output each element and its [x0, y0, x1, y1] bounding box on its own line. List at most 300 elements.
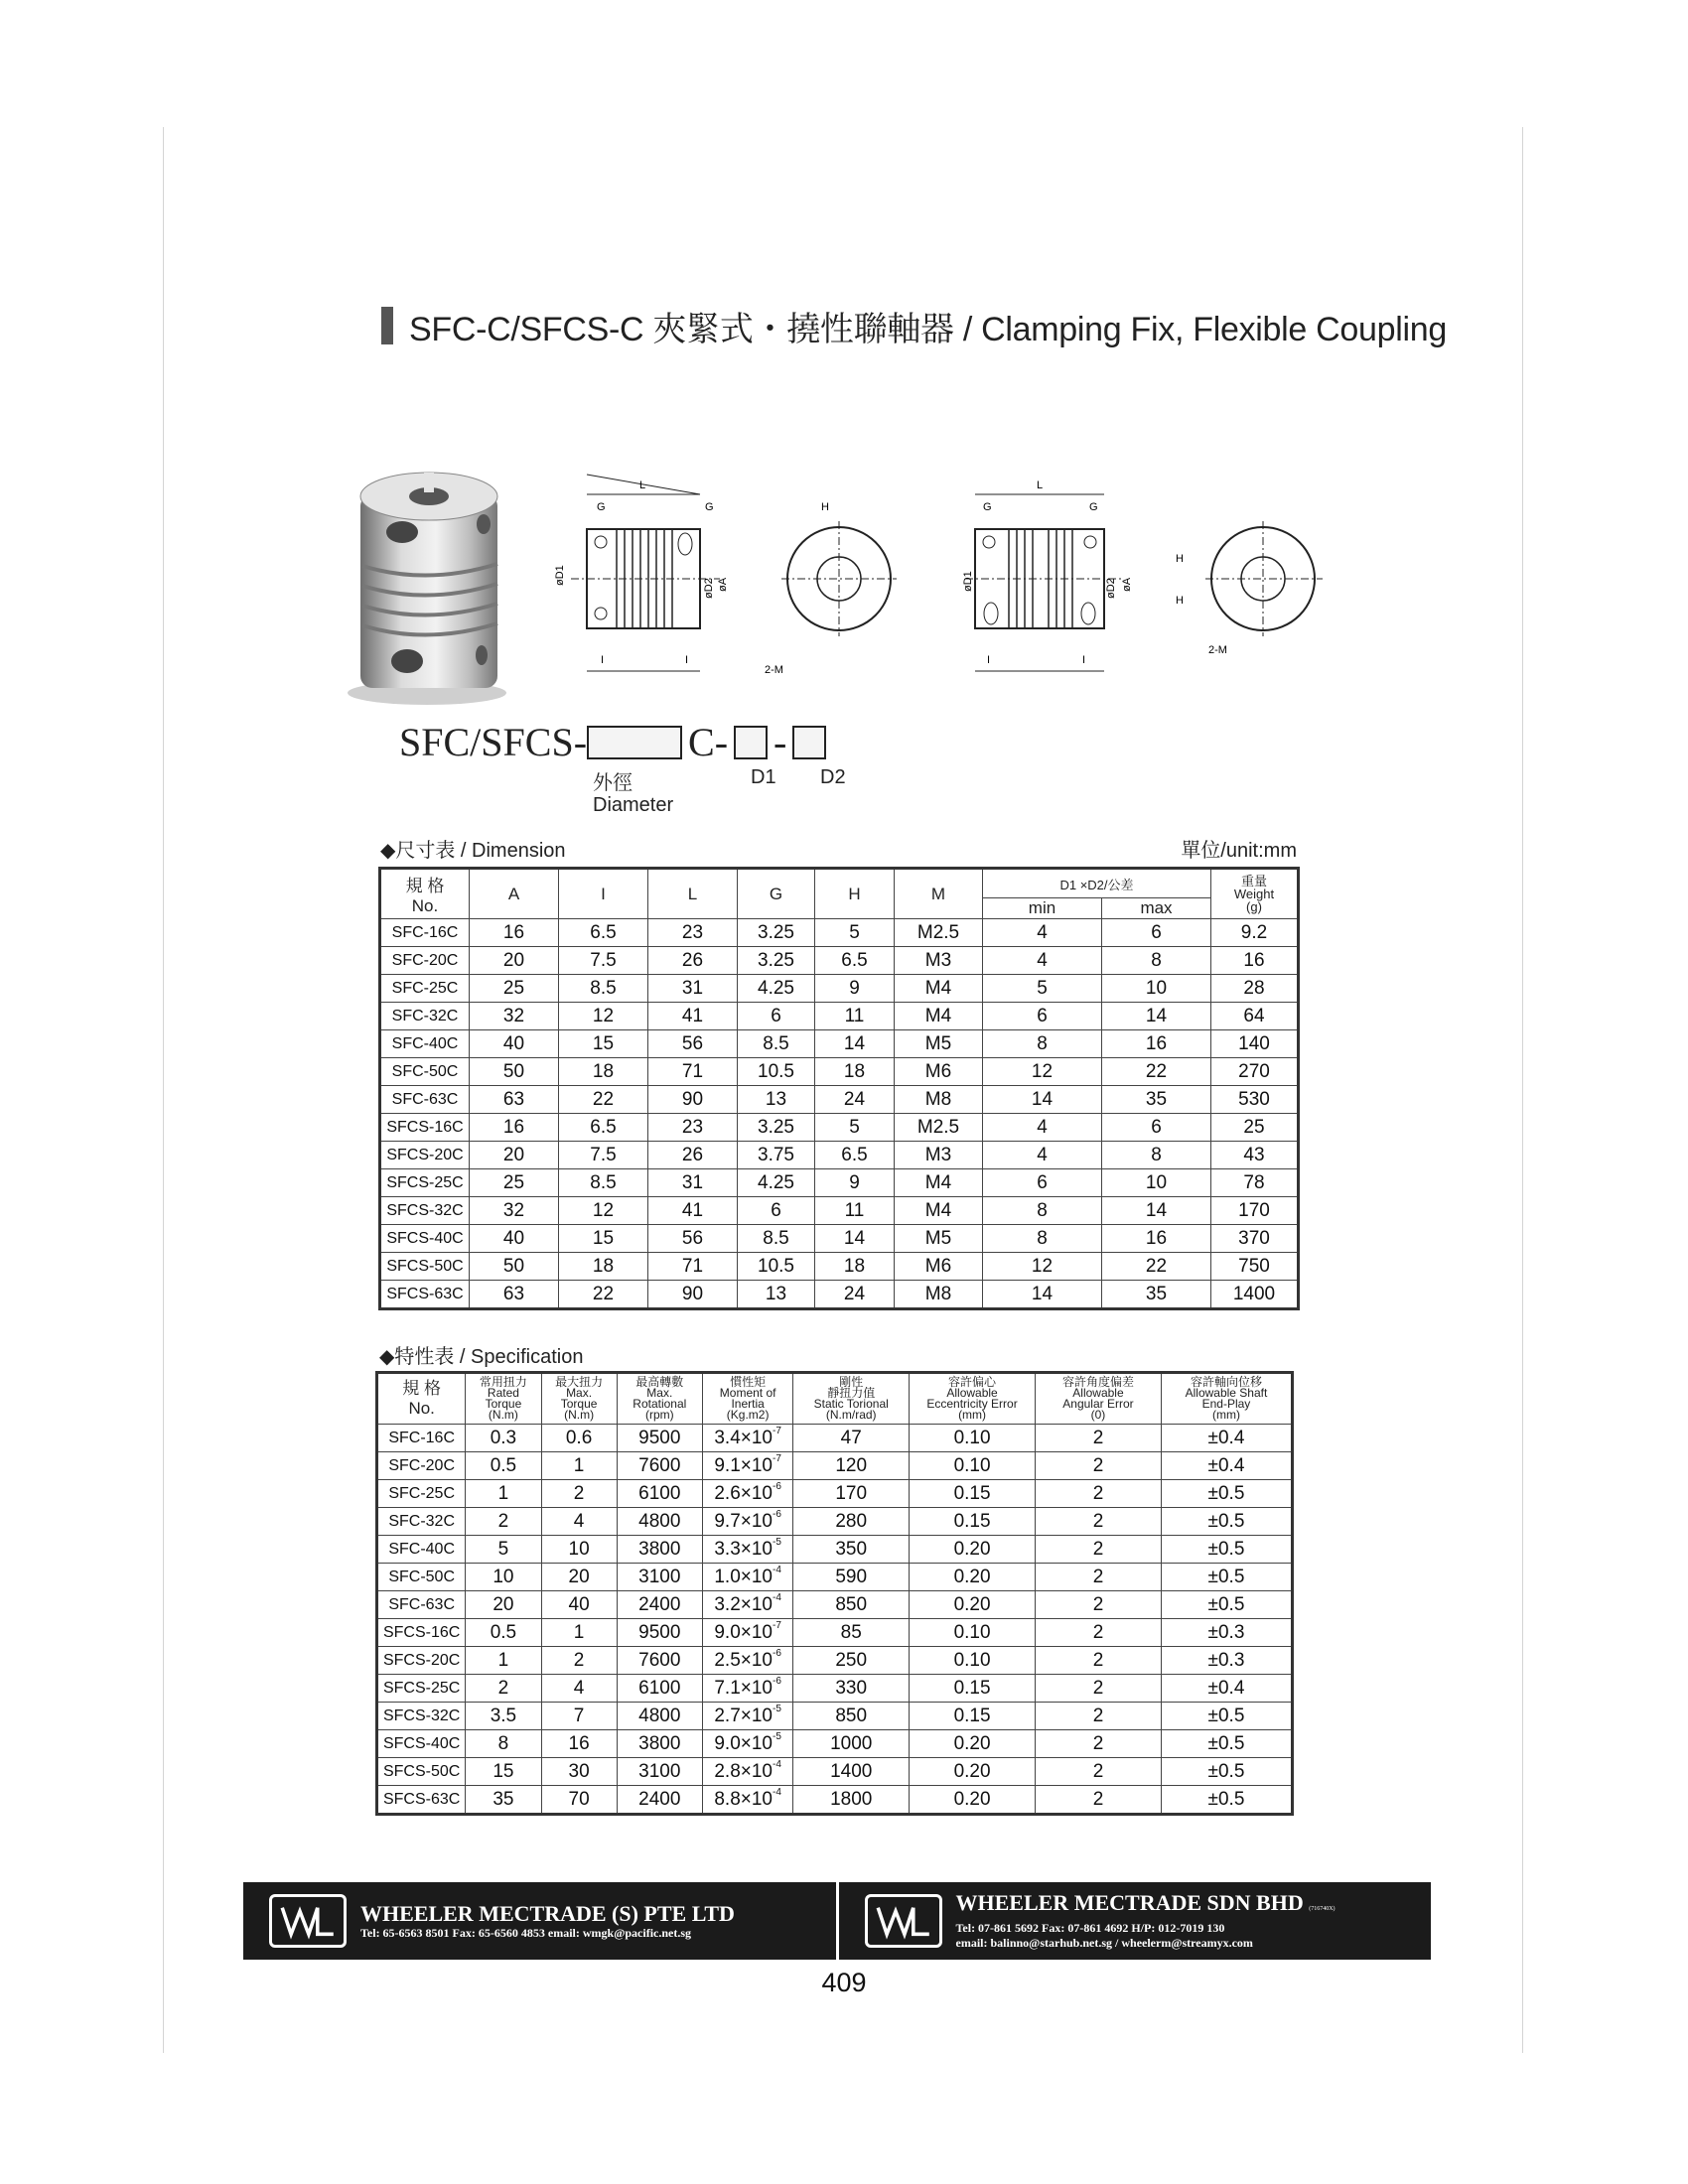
table-cell: 0.20: [910, 1758, 1036, 1786]
table-row: [377, 1758, 1293, 1786]
table-cell: 2: [1036, 1619, 1162, 1647]
row-model: SFC-25C: [377, 1480, 466, 1508]
pn-dash: -: [774, 720, 787, 764]
spec-col-header: 容許角度偏差 Allowable Angular Error (0): [1036, 1373, 1162, 1425]
dim-label-i-right-2: I: [1082, 654, 1086, 666]
table-cell: 24: [815, 1086, 895, 1114]
table-cell: 6: [1102, 1114, 1211, 1142]
dimension-unit: 單位/unit:mm: [1181, 840, 1297, 862]
table-cell: M3: [895, 1142, 983, 1169]
table-row: [380, 947, 1299, 975]
table-cell: 35: [466, 1786, 541, 1815]
table-cell: 7600: [617, 1452, 702, 1480]
dim-label-h: H: [821, 501, 829, 513]
table-cell: 0.3: [466, 1425, 541, 1452]
table-cell: M2.5: [895, 919, 983, 947]
table-cell: 12: [559, 1003, 648, 1030]
sfc-technical-drawing: [551, 475, 958, 688]
table-row: [377, 1508, 1293, 1536]
table-cell: 63: [470, 1086, 559, 1114]
table-cell: 530: [1211, 1086, 1299, 1114]
table-cell: 8: [983, 1197, 1102, 1225]
dim-label-d2: øD2: [703, 578, 715, 599]
table-cell: 25: [1211, 1114, 1299, 1142]
spec-col-header: 規 格 No.: [377, 1373, 466, 1425]
table-cell: 22: [1102, 1058, 1211, 1086]
pn-label-d1: D1: [751, 766, 776, 788]
dim-label-d1: øD1: [554, 565, 566, 586]
table-cell: 16: [470, 919, 559, 947]
table-cell: 6100: [617, 1480, 702, 1508]
table-cell: 23: [648, 919, 738, 947]
specification-heading: ◆特性表 / Specification: [379, 1346, 584, 1368]
table-row: [377, 1425, 1293, 1452]
table-cell: 14: [815, 1225, 895, 1253]
table-cell: 1: [541, 1619, 617, 1647]
table-cell: ±0.3: [1161, 1647, 1292, 1675]
table-cell: 2: [1036, 1730, 1162, 1758]
title-bar-marker: [381, 307, 393, 344]
table-cell: 330: [793, 1675, 910, 1703]
table-cell: 4: [541, 1508, 617, 1536]
table-row: [377, 1786, 1293, 1815]
table-cell: 1: [466, 1647, 541, 1675]
dim-label-l-2: L: [1036, 479, 1044, 491]
table-cell: 1400: [793, 1758, 910, 1786]
table-cell: 16: [1102, 1225, 1211, 1253]
table-cell: 13: [738, 1281, 815, 1309]
table-cell: 13: [738, 1086, 815, 1114]
table-cell: 6100: [617, 1675, 702, 1703]
moment-of-inertia-cell: $2.7\times 10^{-5}$: [702, 1703, 792, 1730]
table-cell: 15: [559, 1225, 648, 1253]
row-model: SFC-25C: [380, 975, 470, 1003]
table-cell: 6.5: [559, 1114, 648, 1142]
pn-prefix: SFC/SFCS-: [399, 720, 588, 764]
row-model: SFC-63C: [377, 1591, 466, 1619]
table-row: [380, 1030, 1299, 1058]
table-cell: 2: [541, 1647, 617, 1675]
table-cell: ±0.3: [1161, 1619, 1292, 1647]
table-cell: M8: [895, 1086, 983, 1114]
table-cell: 40: [541, 1591, 617, 1619]
dim-label-2m: 2-M: [765, 664, 783, 676]
dim-label-a-2: øA: [1121, 577, 1133, 592]
pn-c: C-: [688, 720, 729, 764]
table-cell: 26: [648, 1142, 738, 1169]
table-cell: 90: [648, 1281, 738, 1309]
table-cell: M5: [895, 1225, 983, 1253]
row-model: SFC-40C: [380, 1030, 470, 1058]
table-cell: 0.15: [910, 1675, 1036, 1703]
table-cell: 43: [1211, 1142, 1299, 1169]
table-cell: 20: [470, 947, 559, 975]
table-cell: ±0.5: [1161, 1480, 1292, 1508]
table-cell: 2: [541, 1480, 617, 1508]
footer-right-contact-2: email: balinno@starhub.net.sg / wheelerm@streamyx.com: [955, 1936, 1253, 1950]
row-model: SFC-40C: [377, 1536, 466, 1564]
table-cell: 0.5: [466, 1619, 541, 1647]
table-cell: 3800: [617, 1730, 702, 1758]
table-cell: 0.20: [910, 1591, 1036, 1619]
dim-label-2m-2: 2-M: [1208, 644, 1227, 656]
table-cell: M4: [895, 1197, 983, 1225]
col-header-m: M: [895, 869, 983, 919]
row-model: SFC-20C: [377, 1452, 466, 1480]
table-cell: 0.15: [910, 1508, 1036, 1536]
table-row: [377, 1452, 1293, 1480]
table-cell: 750: [1211, 1253, 1299, 1281]
pn-diameter-box: [587, 726, 682, 759]
row-model: SFCS-32C: [377, 1703, 466, 1730]
table-cell: 24: [815, 1281, 895, 1309]
table-cell: 56: [648, 1030, 738, 1058]
table-cell: M3: [895, 947, 983, 975]
table-cell: 20: [470, 1142, 559, 1169]
table-cell: 16: [541, 1730, 617, 1758]
table-cell: 1000: [793, 1730, 910, 1758]
col-header-i: I: [559, 869, 648, 919]
table-cell: 4: [983, 947, 1102, 975]
moment-of-inertia-cell: $2.5\times 10^{-6}$: [702, 1647, 792, 1675]
pn-d2-box: [792, 726, 826, 759]
table-cell: 22: [1102, 1253, 1211, 1281]
table-cell: 0.10: [910, 1619, 1036, 1647]
table-cell: 2: [466, 1675, 541, 1703]
specification-table: [375, 1371, 1294, 1816]
table-row: [380, 975, 1299, 1003]
table-cell: 35: [1102, 1086, 1211, 1114]
table-cell: 270: [1211, 1058, 1299, 1086]
table-cell: 4.25: [738, 1169, 815, 1197]
table-cell: ±0.5: [1161, 1508, 1292, 1536]
table-cell: M2.5: [895, 1114, 983, 1142]
table-cell: 7.5: [559, 1142, 648, 1169]
table-cell: 250: [793, 1647, 910, 1675]
table-cell: 12: [983, 1253, 1102, 1281]
moment-of-inertia-cell: $2.6\times 10^{-6}$: [702, 1480, 792, 1508]
col-header-no: 規 格 No.: [380, 869, 470, 919]
table-cell: 40: [470, 1225, 559, 1253]
table-cell: 0.5: [466, 1452, 541, 1480]
table-cell: ±0.4: [1161, 1452, 1292, 1480]
footer-malaysia: [839, 1882, 1432, 1960]
table-cell: 4800: [617, 1703, 702, 1730]
col-header-a: A: [470, 869, 559, 919]
table-cell: 40: [470, 1030, 559, 1058]
moment-of-inertia-cell: $3.3\times 10^{-5}$: [702, 1536, 792, 1564]
row-model: SFCS-25C: [377, 1675, 466, 1703]
spec-col-header: 剛性 靜扭力值 Static Torional (N.m/rad): [793, 1373, 910, 1425]
table-cell: 0.15: [910, 1703, 1036, 1730]
table-cell: ±0.5: [1161, 1536, 1292, 1564]
table-row: [377, 1675, 1293, 1703]
page-margin-right: [1522, 127, 1523, 2053]
dim-label-i-left-2: I: [987, 654, 991, 666]
sfcs-technical-drawing: [962, 475, 1342, 688]
table-cell: 1: [541, 1452, 617, 1480]
row-model: SFCS-16C: [377, 1619, 466, 1647]
table-cell: 170: [793, 1480, 910, 1508]
spec-col-header: 容許軸向位移 Allowable Shaft End-Play (mm): [1161, 1373, 1292, 1425]
table-cell: 6: [738, 1197, 815, 1225]
table-cell: 0.10: [910, 1425, 1036, 1452]
table-cell: 71: [648, 1058, 738, 1086]
table-cell: M5: [895, 1030, 983, 1058]
table-cell: 2: [1036, 1508, 1162, 1536]
table-row: [377, 1480, 1293, 1508]
wm-logo-icon: [269, 1894, 347, 1948]
table-cell: 0.10: [910, 1452, 1036, 1480]
table-cell: 8.5: [738, 1030, 815, 1058]
table-cell: 2400: [617, 1786, 702, 1815]
table-cell: 2: [1036, 1758, 1162, 1786]
page-title: [381, 304, 1447, 347]
dim-label-g-right-2: G: [1089, 501, 1098, 513]
table-cell: 9500: [617, 1425, 702, 1452]
table-cell: 32: [470, 1197, 559, 1225]
table-cell: 14: [983, 1281, 1102, 1309]
table-cell: 14: [815, 1030, 895, 1058]
footer-singapore: [243, 1882, 839, 1960]
moment-of-inertia-cell: $9.1\times 10^{-7}$: [702, 1452, 792, 1480]
table-cell: 10: [541, 1536, 617, 1564]
spec-col-header: 容許偏心 Allowable Eccentricity Error (mm): [910, 1373, 1036, 1425]
page-margin-left: [163, 127, 164, 2053]
table-cell: M6: [895, 1058, 983, 1086]
table-cell: 8: [1102, 947, 1211, 975]
table-cell: 140: [1211, 1030, 1299, 1058]
table-row: [380, 1142, 1299, 1169]
table-row: [380, 919, 1299, 947]
dim-label-g-left: G: [597, 501, 606, 513]
page-number: 409: [821, 1968, 867, 1997]
dim-label-a: øA: [717, 577, 729, 592]
table-cell: 2: [1036, 1675, 1162, 1703]
table-cell: 2: [1036, 1564, 1162, 1591]
row-model: SFCS-63C: [377, 1786, 466, 1815]
table-cell: 0.6: [541, 1425, 617, 1452]
table-cell: 5: [983, 975, 1102, 1003]
table-cell: 5: [466, 1536, 541, 1564]
table-cell: ±0.5: [1161, 1730, 1292, 1758]
table-cell: 2: [1036, 1536, 1162, 1564]
col-header-h: H: [815, 869, 895, 919]
spec-col-header: 最大扭力 Max. Torque (N.m): [541, 1373, 617, 1425]
pn-label-diameter-cn: 外徑: [593, 772, 633, 794]
table-cell: 3.25: [738, 919, 815, 947]
table-cell: 10.5: [738, 1253, 815, 1281]
row-model: SFCS-20C: [377, 1647, 466, 1675]
row-model: SFCS-50C: [377, 1758, 466, 1786]
table-cell: ±0.5: [1161, 1591, 1292, 1619]
row-model: SFC-16C: [380, 919, 470, 947]
col-header-min: min: [983, 898, 1102, 919]
table-cell: 2: [1036, 1647, 1162, 1675]
table-cell: 350: [793, 1536, 910, 1564]
table-row: [377, 1619, 1293, 1647]
table-row: [377, 1536, 1293, 1564]
moment-of-inertia-cell: $7.1\times 10^{-6}$: [702, 1675, 792, 1703]
col-header-tolerance: D1 ×D2/公差: [983, 869, 1211, 898]
table-cell: 25: [470, 1169, 559, 1197]
footer-left-company: WHEELER MECTRADE (S) PTE LTD: [360, 1900, 735, 1926]
col-header-g: G: [738, 869, 815, 919]
table-cell: 50: [470, 1058, 559, 1086]
table-cell: 8.5: [559, 1169, 648, 1197]
table-cell: 14: [1102, 1003, 1211, 1030]
moment-of-inertia-cell: $2.8\times 10^{-4}$: [702, 1758, 792, 1786]
table-row: [377, 1730, 1293, 1758]
dim-label-d2-2: øD2: [1105, 578, 1117, 599]
row-model: SFCS-16C: [380, 1114, 470, 1142]
table-row: [380, 1086, 1299, 1114]
table-cell: 850: [793, 1591, 910, 1619]
table-cell: 20: [466, 1591, 541, 1619]
table-cell: 2: [1036, 1480, 1162, 1508]
table-cell: 10.5: [738, 1058, 815, 1086]
table-cell: 70: [541, 1786, 617, 1815]
table-cell: 850: [793, 1703, 910, 1730]
table-cell: 25: [470, 975, 559, 1003]
footer-left-contact: Tel: 65-6563 8501 Fax: 65-6560 4853 email: wmgk@pacific.net.sg: [360, 1925, 692, 1940]
table-cell: 0.10: [910, 1647, 1036, 1675]
table-cell: ±0.5: [1161, 1758, 1292, 1786]
table-row: [380, 1003, 1299, 1030]
table-cell: ±0.5: [1161, 1703, 1292, 1730]
table-cell: 15: [559, 1030, 648, 1058]
row-model: SFCS-25C: [380, 1169, 470, 1197]
table-cell: 2: [1036, 1591, 1162, 1619]
table-cell: 90: [648, 1086, 738, 1114]
dim-label-g-left-2: G: [983, 501, 992, 513]
spec-col-header: 常用扭力 Rated Torque (N.m): [466, 1373, 541, 1425]
table-cell: 3100: [617, 1758, 702, 1786]
table-cell: 18: [559, 1253, 648, 1281]
moment-of-inertia-cell: $3.2\times 10^{-4}$: [702, 1591, 792, 1619]
row-model: SFC-32C: [380, 1003, 470, 1030]
table-cell: 2: [1036, 1703, 1162, 1730]
moment-of-inertia-cell: $9.0\times 10^{-5}$: [702, 1730, 792, 1758]
row-model: SFC-32C: [377, 1508, 466, 1536]
table-cell: 9500: [617, 1619, 702, 1647]
table-cell: ±0.5: [1161, 1564, 1292, 1591]
col-header-weight: 重量 Weight (g): [1211, 869, 1299, 919]
table-cell: 9.2: [1211, 919, 1299, 947]
dim-label-l: L: [638, 479, 646, 491]
table-cell: 3800: [617, 1536, 702, 1564]
table-cell: M4: [895, 1003, 983, 1030]
table-cell: 14: [1102, 1197, 1211, 1225]
part-number-format: [399, 719, 826, 765]
table-cell: 6: [738, 1003, 815, 1030]
col-header-l: L: [648, 869, 738, 919]
table-cell: 2: [1036, 1786, 1162, 1815]
coupling-photo: [333, 467, 521, 710]
table-cell: 3.25: [738, 947, 815, 975]
table-row: [380, 1281, 1299, 1309]
table-cell: 23: [648, 1114, 738, 1142]
table-cell: 0.20: [910, 1564, 1036, 1591]
table-cell: 32: [470, 1003, 559, 1030]
table-cell: 26: [648, 947, 738, 975]
table-cell: 5: [815, 919, 895, 947]
table-cell: 16: [470, 1114, 559, 1142]
table-cell: 1400: [1211, 1281, 1299, 1309]
table-cell: 18: [815, 1253, 895, 1281]
table-row: [377, 1564, 1293, 1591]
table-cell: 6: [983, 1003, 1102, 1030]
table-cell: 30: [541, 1758, 617, 1786]
row-model: SFCS-20C: [380, 1142, 470, 1169]
table-cell: M6: [895, 1253, 983, 1281]
row-model: SFCS-63C: [380, 1281, 470, 1309]
footer-right-contact-1: Tel: 07-861 5692 Fax: 07-861 4692 H/P: 012-7019 130: [955, 1921, 1225, 1935]
moment-of-inertia-cell: $9.0\times 10^{-7}$: [702, 1619, 792, 1647]
table-row: [380, 1058, 1299, 1086]
table-cell: 0.20: [910, 1730, 1036, 1758]
table-cell: 4800: [617, 1508, 702, 1536]
dim-label-d1-2: øD1: [962, 571, 974, 592]
table-cell: 3.5: [466, 1703, 541, 1730]
table-cell: 4: [983, 1142, 1102, 1169]
table-cell: 15: [466, 1758, 541, 1786]
table-cell: 7: [541, 1703, 617, 1730]
table-row: [377, 1591, 1293, 1619]
table-cell: 8: [1102, 1142, 1211, 1169]
dimension-table: [378, 867, 1300, 1310]
pn-label-diameter-en: Diameter: [593, 794, 674, 816]
table-row: [377, 1647, 1293, 1675]
table-cell: 11: [815, 1197, 895, 1225]
table-cell: 8: [466, 1730, 541, 1758]
moment-of-inertia-cell: $9.7\times 10^{-6}$: [702, 1508, 792, 1536]
table-cell: 2: [1036, 1425, 1162, 1452]
table-cell: 22: [559, 1086, 648, 1114]
table-cell: 7600: [617, 1647, 702, 1675]
table-cell: 41: [648, 1197, 738, 1225]
dim-label-g-right: G: [705, 501, 714, 513]
table-cell: 14: [983, 1086, 1102, 1114]
table-row: [380, 1114, 1299, 1142]
table-cell: 590: [793, 1564, 910, 1591]
table-cell: 64: [1211, 1003, 1299, 1030]
table-cell: 20: [541, 1564, 617, 1591]
table-cell: 370: [1211, 1225, 1299, 1253]
table-cell: 120: [793, 1452, 910, 1480]
table-cell: 4.25: [738, 975, 815, 1003]
row-model: SFCS-40C: [377, 1730, 466, 1758]
dimension-heading: ◆尺寸表 / Dimension: [380, 840, 566, 862]
table-cell: 2400: [617, 1591, 702, 1619]
table-cell: 0.15: [910, 1480, 1036, 1508]
table-cell: 9: [815, 975, 895, 1003]
table-cell: 6: [1102, 919, 1211, 947]
table-cell: 12: [559, 1197, 648, 1225]
table-cell: 8.5: [559, 975, 648, 1003]
table-cell: 63: [470, 1281, 559, 1309]
table-cell: M4: [895, 975, 983, 1003]
table-cell: 12: [983, 1058, 1102, 1086]
table-cell: 10: [1102, 1169, 1211, 1197]
table-cell: 2: [466, 1508, 541, 1536]
moment-of-inertia-cell: $3.4\times 10^{-7}$: [702, 1425, 792, 1452]
table-cell: 28: [1211, 975, 1299, 1003]
row-model: SFCS-40C: [380, 1225, 470, 1253]
table-cell: 16: [1211, 947, 1299, 975]
table-cell: 2: [1036, 1452, 1162, 1480]
row-model: SFC-16C: [377, 1425, 466, 1452]
